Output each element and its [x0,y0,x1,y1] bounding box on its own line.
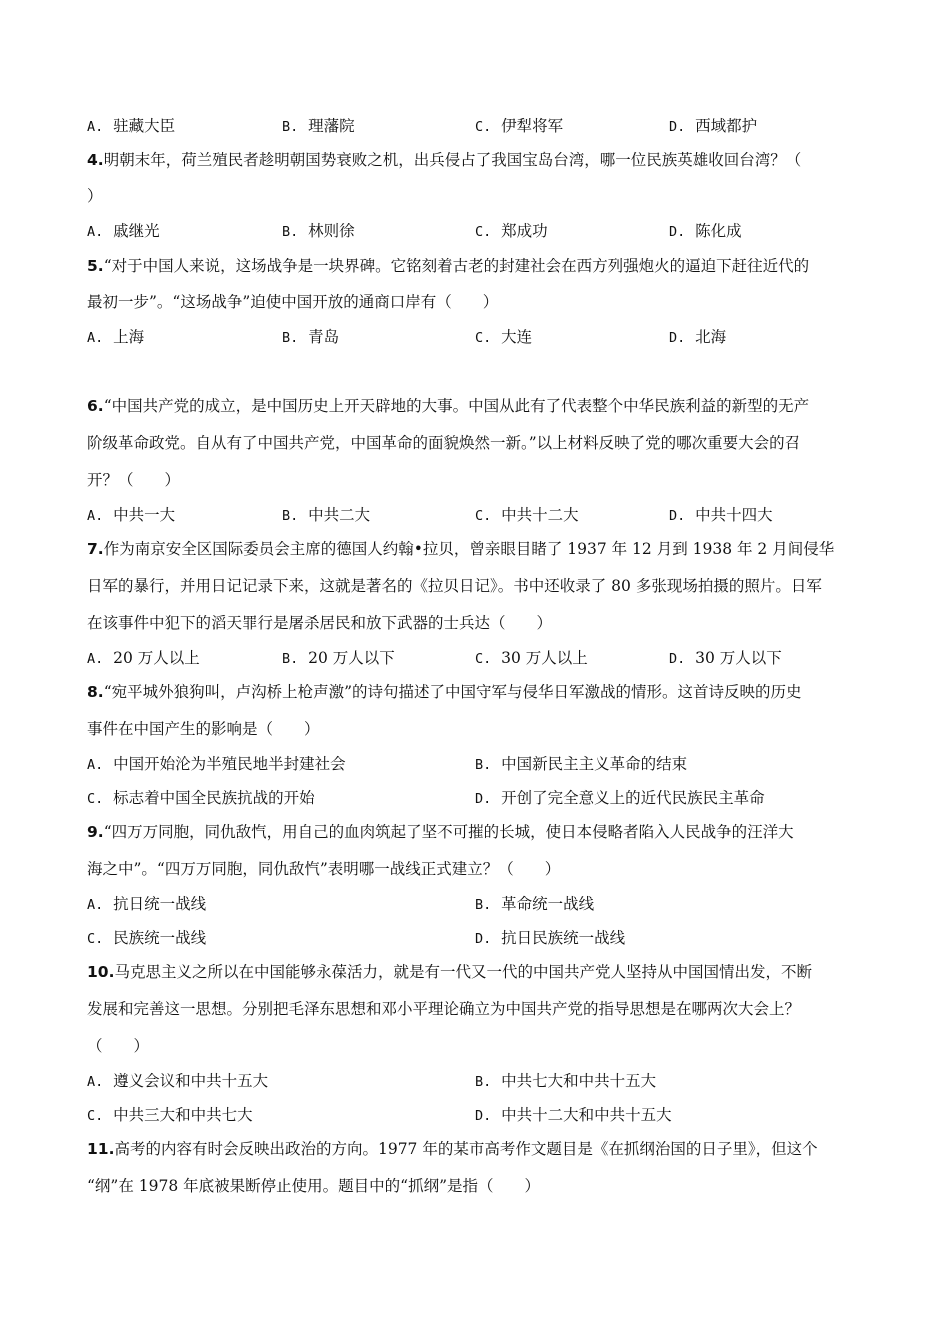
q11-stem-line-2: “纲”在 1978 年底被果断停止使用。题目中的“抓纲”是指（ ） [87,1177,540,1195]
q9-option-d[interactable]: D. 抗日民族统一战线 [475,929,626,947]
q7-option-d[interactable]: D. 30 万人以下 [669,649,782,667]
q6-stem-line-2: 阶级革命政党。自从有了中国共产党，中国革命的面貌焕然一新。”以上材料反映了党的哪次重要大会的召 [87,434,801,452]
q6-stem-line-3: 开？（ ） [87,471,181,489]
q7-options [87,648,877,668]
q7-stem-line-1: 7.作为南京安全区国际委员会主席的德国人约翰•拉贝，曾亲眼目睹了 1937 年 12 月到 1938 年 2 月间侵华 [87,540,835,558]
q11-stem-line-1: 11.高考的内容有时会反映出政治的方向。1977 年的某市高考作文题目是《在抓纲治国的日子里》，但这个 [87,1140,818,1158]
q10-stem-line-1: 10.马克思主义之所以在中国能够永葆活力，就是有一代又一代的中国共产党人坚持从中国国情出发，不断 [87,963,812,981]
q5-option-d[interactable]: D. 北海 [669,328,727,346]
q6-options [87,505,877,525]
q10-number: 10. [87,963,115,981]
q6-option-a[interactable]: A. 中共一大 [87,506,176,524]
q10-option-a[interactable]: A. 遵义会议和中共十五大 [87,1072,269,1090]
q8-stem-line-2: 事件在中国产生的影响是（ ） [87,720,320,738]
q5-option-c[interactable]: C. 大连 [475,328,533,346]
q8-option-a[interactable]: A. 中国开始沦为半殖民地半封建社会 [87,755,346,773]
q7-number: 7. [87,540,104,558]
q4-option-d[interactable]: D. 陈化成 [669,222,742,240]
q9-stem-line-2: 海之中”。“四万万同胞，同仇敌忾”表明哪一战线正式建立？（ ） [87,860,561,878]
q3-option-c[interactable]: C. 伊犁将军 [475,117,564,135]
q5-option-a[interactable]: A. 上海 [87,328,145,346]
q8-option-c[interactable]: C. 标志着中国全民族抗战的开始 [87,789,315,807]
q4-stem-line-1: 4.明朝末年，荷兰殖民者趁明朝国势衰败之机，出兵侵占了我国宝岛台湾，哪一位民族英雄收回台湾？（ [87,151,802,169]
q3-option-d[interactable]: D. 西域都护 [669,117,758,135]
q4-option-a[interactable]: A. 戚继光 [87,222,160,240]
q9-options-row-2 [87,928,877,948]
q10-stem-line-3: （ ） [87,1037,150,1055]
q5-stem-line-1: 5.“对于中国人来说，这场战争是一块界碑。它铭刻着古老的封建社会在西方列强炮火的逼迫下赶往近代的 [87,257,810,275]
q9-option-a[interactable]: A. 抗日统一战线 [87,895,207,913]
q9-options-row-1 [87,894,877,914]
q8-option-d[interactable]: D. 开创了完全意义上的近代民族民主革命 [475,789,765,807]
q9-option-c[interactable]: C. 民族统一战线 [87,929,207,947]
q5-stem-line-2: 最初一步”。“这场战争”迫使中国开放的通商口岸有（ ） [87,293,499,311]
q9-option-b[interactable]: B. 革命统一战线 [475,895,595,913]
q7-option-b[interactable]: B. 20 万人以下 [282,649,395,667]
q7-stem-line-2: 日军的暴行，并用日记记录下来，这就是著名的《拉贝日记》。书中还收录了 80 多张现场拍摄的照片。日军 [87,577,822,595]
q4-stem-line-2: ） [87,187,103,205]
q8-options-row-2 [87,788,877,808]
q6-option-b[interactable]: B. 中共二大 [282,506,371,524]
q4-option-c[interactable]: C. 郑成功 [475,222,548,240]
q9-stem-line-1: 9.“四万万同胞，同仇敌忾，用自己的血肉筑起了坚不可摧的长城，使日本侵略者陷入人民战争的汪洋大 [87,823,794,841]
q8-number: 8. [87,683,104,701]
q10-option-c[interactable]: C. 中共三大和中共七大 [87,1106,253,1124]
q10-options-row-1 [87,1071,877,1091]
q10-option-b[interactable]: B. 中共七大和中共十五大 [475,1072,657,1090]
q8-options-row-1 [87,754,877,774]
q5-options [87,327,877,347]
q6-stem-line-1: 6.“中国共产党的成立，是中国历史上开天辟地的大事。中国从此有了代表整个中华民族利益的新型的无产 [87,397,810,415]
q4-number: 4. [87,151,104,169]
q11-number: 11. [87,1140,115,1158]
q7-stem-line-3: 在该事件中犯下的滔天罪行是屠杀居民和放下武器的士兵达（ ） [87,614,553,632]
q3-option-a[interactable]: A. 驻藏大臣 [87,117,176,135]
q6-option-c[interactable]: C. 中共十二大 [475,506,579,524]
q4-options [87,221,877,241]
q6-number: 6. [87,397,104,415]
q9-number: 9. [87,823,104,841]
q7-option-c[interactable]: C. 30 万人以上 [475,649,588,667]
q8-stem-line-1: 8.“宛平城外狼狗叫，卢沟桥上枪声激”的诗句描述了中国守军与侵华日军激战的情形。这首诗反映的历史 [87,683,802,701]
q6-option-d[interactable]: D. 中共十四大 [669,506,773,524]
q5-number: 5. [87,257,104,275]
q3-options [87,116,877,136]
q5-option-b[interactable]: B. 青岛 [282,328,340,346]
q10-option-d[interactable]: D. 中共十二大和中共十五大 [475,1106,672,1124]
q7-option-a[interactable]: A. 20 万人以上 [87,649,200,667]
q10-stem-line-2: 发展和完善这一思想。分别把毛泽东思想和邓小平理论确立为中国共产党的指导思想是在哪两次大会上？ [87,1000,801,1018]
q3-option-b[interactable]: B. 理藩院 [282,117,355,135]
q8-option-b[interactable]: B. 中国新民主主义革命的结束 [475,755,688,773]
q4-option-b[interactable]: B. 林则徐 [282,222,355,240]
q10-options-row-2 [87,1105,877,1125]
